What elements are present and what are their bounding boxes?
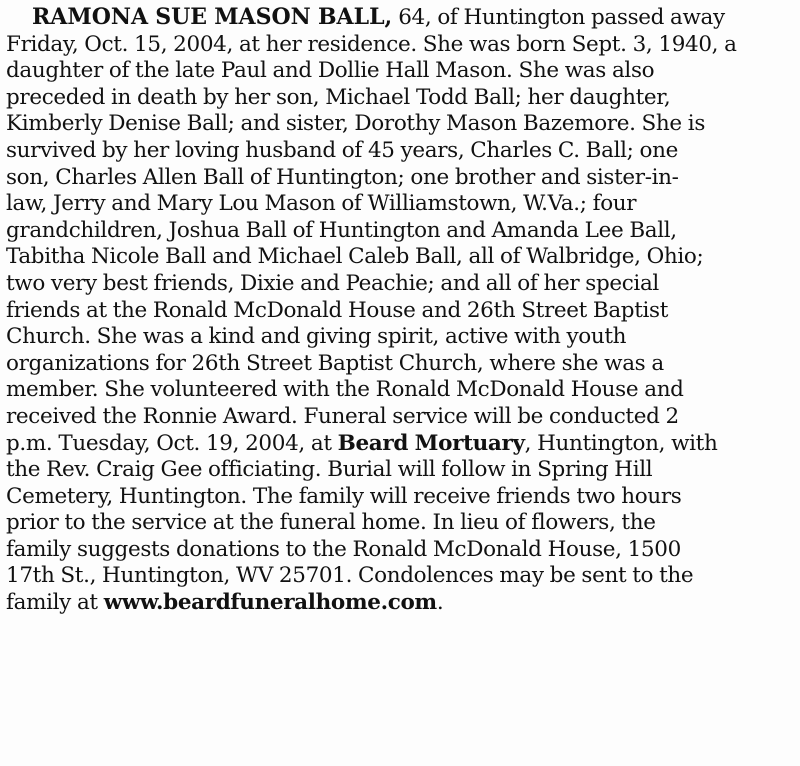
obituary-line: prior to the service at the funeral home. In lieu of flowers, the [6,510,656,536]
obituary-line: organizations for 26th Street Baptist Church, where she was a [6,350,664,376]
mortuary-name: Beard Mortuary [337,430,525,456]
obituary-line: p.m. Tuesday, Oct. 19, 2004, at Beard Mortuary, Huntington, with [6,430,718,456]
obituary-line: two very best friends, Dixie and Peachie; and all of her special [6,270,659,296]
obituary-line: family suggests donations to the Ronald McDonald House, 1500 [6,536,681,562]
obituary-line: 17th St., Huntington, WV 25701. Condolences may be sent to the [6,563,694,589]
obituary-line: Cemetery, Huntington. The family will receive friends two hours [6,483,682,509]
obituary-line: RAMONA SUE MASON BALL, 64, of Huntington passed away [32,4,725,30]
obituary-line: Church. She was a kind and giving spirit, active with youth [6,324,627,350]
deceased-name: RAMONA SUE MASON BALL, [32,4,393,30]
obituary-text [6,4,788,617]
funeral-home-website: www.beardfuneralhome.com [103,590,437,616]
obituary-line: member. She volunteered with the Ronald McDonald House and [6,377,684,403]
obituary-line: the Rev. Craig Gee officiating. Burial will follow in Spring Hill [6,457,653,483]
obituary-line: survived by her loving husband of 45 years, Charles C. Ball; one [6,137,678,163]
obituary-line: son, Charles Allen Ball of Huntington; one brother and sister-in- [6,164,679,190]
obituary-line: received the Ronnie Award. Funeral service will be conducted 2 [6,403,679,429]
obituary-line: friends at the Ronald McDonald House and 26th Street Baptist [6,297,669,323]
obituary-line: Kimberly Denise Ball; and sister, Dorothy Mason Bazemore. She is [6,111,705,137]
obituary-line: law, Jerry and Mary Lou Mason of Williamstown, W.Va.; four [6,191,637,217]
obituary-line: family at www.beardfuneralhome.com. [6,590,444,616]
obituary-line: Tabitha Nicole Ball and Michael Caleb Ball, all of Walbridge, Ohio; [6,244,704,270]
obituary-line: preceded in death by her son, Michael Todd Ball; her daughter, [6,84,671,110]
obituary-line: grandchildren, Joshua Ball of Huntington and Amanda Lee Ball, [6,217,677,243]
obituary-line: daughter of the late Paul and Dollie Hall Mason. She was also [6,58,655,84]
obituary-line: Friday, Oct. 15, 2004, at her residence. She was born Sept. 3, 1940, a [6,31,737,57]
